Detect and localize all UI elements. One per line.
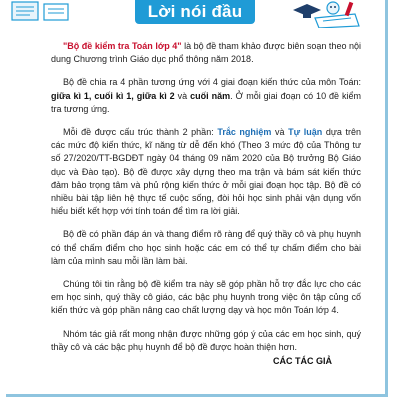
school-supplies-illustration-icon: [285, 0, 365, 28]
final-stage-text: cuối năm: [190, 90, 231, 101]
paragraph-belief-text: Chúng tôi tin rằng bộ đề kiểm tra này sẽ góp phần hỗ trợ đắc lực cho các em học sinh, quý thầy cô giáo, các bậc phụ huynh trong việc ôn tập củng cố kiến thức và góp phần nâng cao chất lượng dạy và học môn Toán lớp 4.: [51, 279, 361, 316]
paragraph-intro: [51, 40, 361, 66]
book-name: "Bộ đề kiểm tra Toán lớp 4": [63, 41, 182, 51]
section-essay: Tự luận: [288, 127, 323, 138]
page-title: Lời nói đầu: [147, 2, 243, 21]
paragraph-format-text-end: dựa trên các mức độ kiến thức, kĩ năng từ dễ đến khó (Theo 3 mức độ của Thông tư số 27/2020/TT-BGDĐT ngày 04 tháng 09 năm 2020 của Bộ trưởng Bộ Giáo dục và Đào tạo). Bộ đề được xây dựng theo ma trận và bám sát kiến thức đảm bảo trọng tâm và phủ rộng kiến thức ở mỗi giai đoạn học tập. Bộ đề có nhiều bài tập liên hệ thực tế cuộc sống, đòi hỏi học sinh phải vận dụng vốn hiểu biết kết hợp với tính toán để tìm ra lời giải.: [51, 127, 362, 217]
paragraph-feedback: [51, 328, 361, 354]
paragraph-intro-text: là bộ đề tham khảo được biên soạn theo nội dung Chương trình Giáo dục phổ thông năm 2018.: [51, 41, 362, 65]
paragraph-answers: [51, 228, 361, 268]
signature: CÁC TÁC GIẢ: [273, 356, 332, 366]
section-multiple-choice: Trắc nghiệm: [217, 127, 272, 138]
paragraph-belief: [51, 278, 361, 318]
paragraph-structure: [51, 76, 361, 116]
paragraph-structure-text-end: . Ở mỗi giai đoạn có 10 đề kiểm tra tương ứng.: [51, 90, 361, 114]
paragraph-format: [51, 126, 361, 218]
title-banner: [135, 0, 255, 24]
stages-text: giữa kì 1, cuối kì 1, giữa kì 2: [51, 90, 175, 101]
preface-content: [51, 40, 361, 364]
conjunction-text: và: [174, 90, 191, 101]
paragraph-format-text: Mỗi đề được cấu trúc thành 2 phần:: [63, 127, 218, 138]
paragraph-answers-text: Bộ đề có phần đáp án và thang điểm rõ ràng để quý thầy cô và phụ huynh có thể chấm điểm cho học sinh hoặc các em có thể tự chấm điểm cho bài làm của mình sau mỗi lần làm bài.: [51, 229, 361, 266]
paragraph-structure-text: Bộ đề chia ra 4 phần tương ứng với 4 giai đoạn kiến thức của môn Toán:: [63, 77, 361, 88]
books-illustration-icon: [8, 0, 78, 22]
conjunction-text: và: [271, 127, 289, 138]
paragraph-feedback-text: Nhóm tác giả rất mong nhận được những góp ý của các em học sinh, quý thầy cô và các bậc phụ huynh để bộ đề được hoàn thiện hơn.: [51, 328, 361, 352]
